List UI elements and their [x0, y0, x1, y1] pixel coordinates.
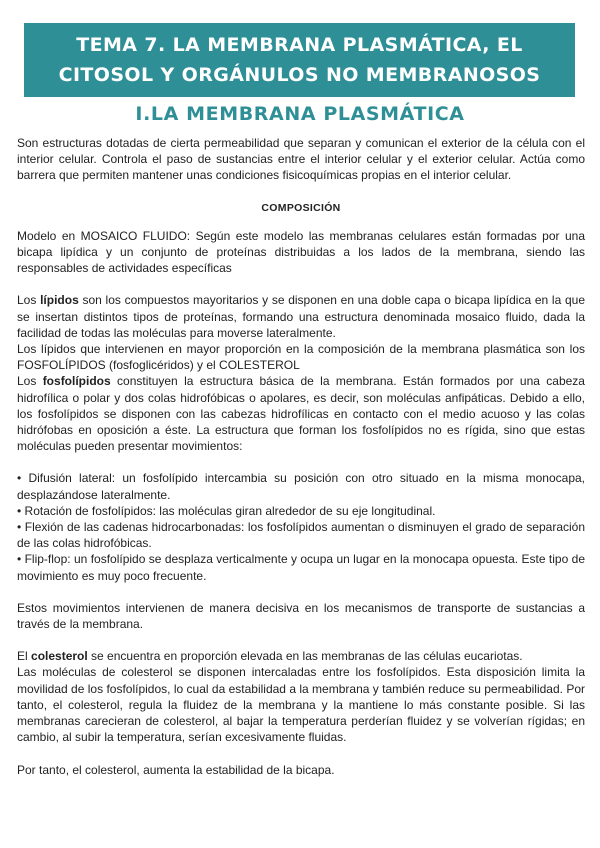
movimientos-conclusion: Estos movimientos intervienen de manera decisiva en los mecanismos de transporte de sustancias a través de la membrana.	[17, 600, 585, 632]
title-banner	[24, 23, 575, 97]
composicion-heading: COMPOSICIÓN	[261, 201, 341, 214]
document-body	[17, 135, 585, 778]
movimiento-item: • Flip-flop: un fosfolípido se desplaza verticalmente y ocupa un lugar en la monocapa opuesta. Este tipo de movimiento es muy poco frecuente.	[17, 552, 585, 583]
section-title: I.LA MEMBRANA PLASMÁTICA	[135, 103, 465, 125]
conclusion-paragraph: Por tanto, el colesterol, aumenta la estabilidad de la bicapa.	[17, 762, 335, 777]
title-line-2: CITOSOL Y ORGÁNULOS NO MEMBRANOSOS	[58, 64, 541, 86]
modelo-paragraph: Modelo en MOSAICO FLUIDO: Según este modelo las membranas celulares están formadas por una bicapa lipídica y un conjunto de proteínas distribuidas a los lados de la membrana, siendo las responsables de actividades específicas	[17, 228, 585, 276]
colesterol-post: se encuentra en proporción elevada en las membranas de las células eucariotas.	[87, 649, 523, 664]
colesterol-detalle-paragraph: Las moléculas de colesterol se disponen intercaladas entre los fosfolípidos. Esta disposición limita la movilidad de los fosfolípidos, lo cual da estabilidad a la membrana y también reduce su permeabilidad. Por tanto, el colesterol, regula la fluidez de la membrana y la mantiene lo más constante posible. Si las membranas carecieran de colesterol, al bajar la temperatura perderían fluidez y se volverían rígidas; en cambio, al subir la temperatura, serían excesivamente fluidas.	[17, 665, 585, 745]
lipidos-paragraph	[17, 292, 585, 341]
colesterol-term: colesterol	[31, 649, 88, 664]
movimiento-item: • Flexión de las cadenas hidrocarbonadas: los fosfolípidos aumentan o disminuyen el grado de separación de las colas hidrofóbicas.	[17, 520, 585, 551]
fosfo-pre: Los	[17, 374, 43, 389]
lipidos-pre: Los	[17, 293, 41, 308]
lipidos-term: lípidos	[40, 293, 79, 308]
colesterol-pre: El	[17, 649, 32, 664]
lipidos-proporcion-paragraph: Los lípidos que intervienen en mayor proporción en la composición de la membrana plasmática son los FOSFOLÍPIDOS (fosfoglicéridos) y el COLESTEROL	[17, 342, 585, 373]
title-line-1: TEMA 7. LA MEMBRANA PLASMÁTICA, EL	[76, 34, 523, 56]
movimiento-item: • Rotación de fosfolípidos: las moléculas giran alrededor de su eje longitudinal.	[17, 503, 436, 518]
lipidos-post: son los compuestos mayoritarios y se disponen en una doble capa o bicapa lipídica en la que se insertan distintos tipos de proteínas, formando una estructura denominada mosaico fluido, dada la facilidad de todas las moléculas para moverse lateralmente.	[17, 293, 585, 340]
colesterol-paragraph	[17, 648, 585, 664]
fosfo-term: fosfolípidos	[42, 374, 111, 389]
fosfolipidos-paragraph	[17, 373, 585, 454]
fosfo-post: constituyen la estructura básica de la membrana. Están formados por una cabeza hidrofílica o polar y dos colas hidrofóbicas o apolares, es decir, son moléculas anfipáticas. Debido a ello, los fosfolípidos se disponen con las cabezas hidrofílicas en contacto con el medio acuoso y las colas hidrófobas en oposición a éste. La estructura que forman los fosfolípidos no es rígida, sino que estas moléculas pueden presentar movimientos:	[17, 374, 585, 454]
intro-paragraph: Son estructuras dotadas de cierta permeabilidad que separan y comunican el exterior de la célula con el interior celular. Controla el paso de sustancias entre el interior celular y el exterior celular. Actúa como barrera que permiten mantener unas condiciones fisicoquímicas propias en el interior celular.	[17, 136, 585, 183]
movimiento-item: • Difusión lateral: un fosfolípido intercambia su posición con otro situado en la misma monocapa, desplazándose lateralmente.	[17, 471, 585, 502]
